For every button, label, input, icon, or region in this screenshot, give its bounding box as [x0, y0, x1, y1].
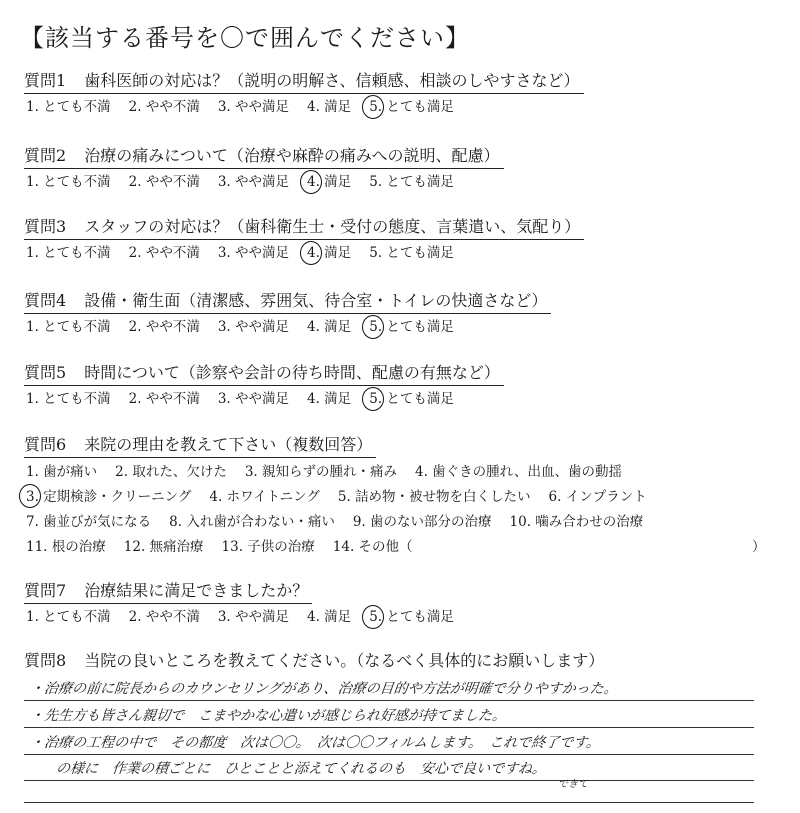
reason-options [24, 460, 784, 560]
option-5-circled[interactable]: 5. とても満足 [367, 606, 456, 628]
option-1[interactable]: 1. とても不満 [26, 609, 111, 625]
reason-row-4 [24, 535, 784, 560]
question-2 [24, 145, 784, 193]
rating-options [24, 606, 784, 628]
question-text: 来院の理由を教えて下さい（複数回答） [84, 435, 373, 454]
question-5 [24, 362, 784, 410]
question-number: 質問4 [24, 291, 67, 310]
reason-option[interactable]: 2. 取れた、欠けた [115, 464, 227, 480]
question-6 [24, 434, 784, 560]
question-header [24, 362, 504, 386]
option-3[interactable]: 3. やや満足 [217, 245, 290, 261]
option-4-circled[interactable]: 4. 満足 [305, 242, 353, 264]
page-title: 【該当する番号を〇で囲んでください】 [20, 24, 470, 52]
rating-options [24, 171, 784, 193]
reason-option[interactable]: 13. 子供の治療 [221, 539, 315, 555]
reason-option[interactable]: 12. 無痛治療 [123, 539, 204, 555]
question-text: スタッフの対応は？（歯科衛生士・受付の態度、言葉遣い、気配り） [84, 217, 581, 236]
handwritten-answer-line-1[interactable]: ・治療の前に院長からのカウンセリングがあり、治療の目的や方法が明確で分りやすかった。 [29, 681, 619, 697]
question-number: 質問1 [24, 71, 67, 90]
question-text: 当院の良いところを教えてください。（なるべく具体的にお願いします） [84, 651, 605, 670]
option-5[interactable]: 5. とても満足 [369, 245, 454, 261]
question-4 [24, 290, 784, 338]
rating-options [24, 388, 784, 410]
question-header [24, 434, 376, 458]
option-4[interactable]: 4. 満足 [307, 319, 352, 335]
handwritten-correction-note: できて [558, 779, 588, 790]
option-2[interactable]: 2. やや不満 [128, 609, 200, 625]
handwritten-answer-line-3[interactable]: ・治療の工程の中で その都度 次は〇〇。 次は〇〇フィルムします。 これで終了です。 [29, 735, 601, 751]
other-paren-close: ） [752, 539, 766, 555]
option-2[interactable]: 2. やや不満 [128, 245, 200, 261]
option-5-circled[interactable]: 5. とても満足 [367, 96, 456, 118]
option-2[interactable]: 2. やや不満 [128, 319, 200, 335]
rating-options [24, 96, 784, 118]
question-header [24, 145, 504, 169]
question-1 [24, 70, 784, 118]
option-3[interactable]: 3. やや満足 [217, 99, 290, 115]
reason-option[interactable]: 3. 親知らずの腫れ・痛み [244, 464, 398, 480]
question-number: 質問2 [24, 146, 67, 165]
option-1[interactable]: 1. とても不満 [26, 245, 111, 261]
reason-option[interactable]: 11. 根の治療 [26, 539, 106, 555]
option-5[interactable]: 5. とても満足 [369, 174, 454, 190]
question-text: 設備・衛生面（清潔感、雰囲気、待合室・トイレの快適さなど） [84, 291, 548, 310]
question-header [24, 580, 312, 604]
question-text: 時間について（診察や会計の待ち時間、配慮の有無など） [84, 363, 500, 382]
reason-row-2 [24, 485, 784, 510]
question-number: 質問5 [24, 363, 67, 382]
question-header [24, 290, 551, 314]
option-2[interactable]: 2. やや不満 [128, 391, 200, 407]
reason-option[interactable]: 10. 噛み合わせの治療 [509, 514, 644, 530]
answer-rule [24, 802, 754, 803]
handwritten-answer-line-4[interactable]: の様に 作業の積ごとに ひとことと添えてくれるのも 安心で良いですね。 [55, 761, 547, 777]
question-header [24, 650, 608, 673]
reason-row-1 [24, 460, 784, 485]
question-3 [24, 216, 784, 264]
reason-option-circled[interactable]: 3. 定期検診・クリーニング [24, 485, 193, 510]
reason-option[interactable]: 8. 入れ歯が合わない・痛い [169, 514, 335, 530]
option-1[interactable]: 1. とても不満 [26, 391, 111, 407]
question-text: 歯科医師の対応は？（説明の明解さ、信頼感、相談のしやすさなど） [84, 71, 580, 90]
question-header [24, 216, 584, 240]
handwritten-answer-line-2[interactable]: ・先生方も皆さん親切で こまやかな心遣いが感じられ好感が持てました。 [29, 708, 507, 724]
reason-row-3 [24, 510, 784, 535]
reason-option[interactable]: 6. インプラント [548, 489, 647, 505]
rating-options [24, 316, 784, 338]
question-number: 質問8 [24, 651, 67, 670]
reason-option[interactable]: 1. 歯が痛い [26, 464, 98, 480]
option-3[interactable]: 3. やや満足 [217, 609, 290, 625]
question-number: 質問6 [24, 435, 67, 454]
question-text: 治療の痛みについて（治療や麻酔の痛みへの説明、配慮） [84, 146, 500, 165]
option-4-circled[interactable]: 4. 満足 [305, 171, 353, 193]
option-4[interactable]: 4. 満足 [307, 99, 352, 115]
question-number: 質問3 [24, 217, 67, 236]
reason-option[interactable]: 7. 歯並びが気になる [26, 514, 152, 530]
option-4[interactable]: 4. 満足 [307, 609, 352, 625]
question-number: 質問7 [24, 581, 67, 600]
option-5-circled[interactable]: 5. とても満足 [367, 316, 456, 338]
option-4[interactable]: 4. 満足 [307, 391, 352, 407]
question-8 [24, 650, 784, 673]
reason-option[interactable]: 4. 歯ぐきの腫れ、出血、歯の動揺 [415, 464, 622, 480]
option-1[interactable]: 1. とても不満 [26, 99, 111, 115]
reason-option[interactable]: 4. ホワイトニング [209, 489, 320, 505]
reason-option-other[interactable]: 14. その他（ [332, 539, 413, 555]
question-text: 治療結果に満足できましたか？ [84, 581, 309, 600]
option-5-circled[interactable]: 5. とても満足 [367, 388, 456, 410]
reason-option[interactable]: 5. 詰め物・被せ物を白くしたい [337, 489, 531, 505]
option-3[interactable]: 3. やや満足 [217, 319, 290, 335]
option-2[interactable]: 2. やや不満 [128, 99, 200, 115]
question-7 [24, 580, 784, 628]
rating-options [24, 242, 784, 264]
question-header [24, 70, 584, 94]
reason-option[interactable]: 9. 歯のない部分の治療 [352, 514, 492, 530]
option-2[interactable]: 2. やや不満 [128, 174, 200, 190]
option-1[interactable]: 1. とても不満 [26, 319, 111, 335]
option-1[interactable]: 1. とても不満 [26, 174, 111, 190]
option-3[interactable]: 3. やや満足 [217, 391, 290, 407]
option-3[interactable]: 3. やや満足 [217, 174, 290, 190]
